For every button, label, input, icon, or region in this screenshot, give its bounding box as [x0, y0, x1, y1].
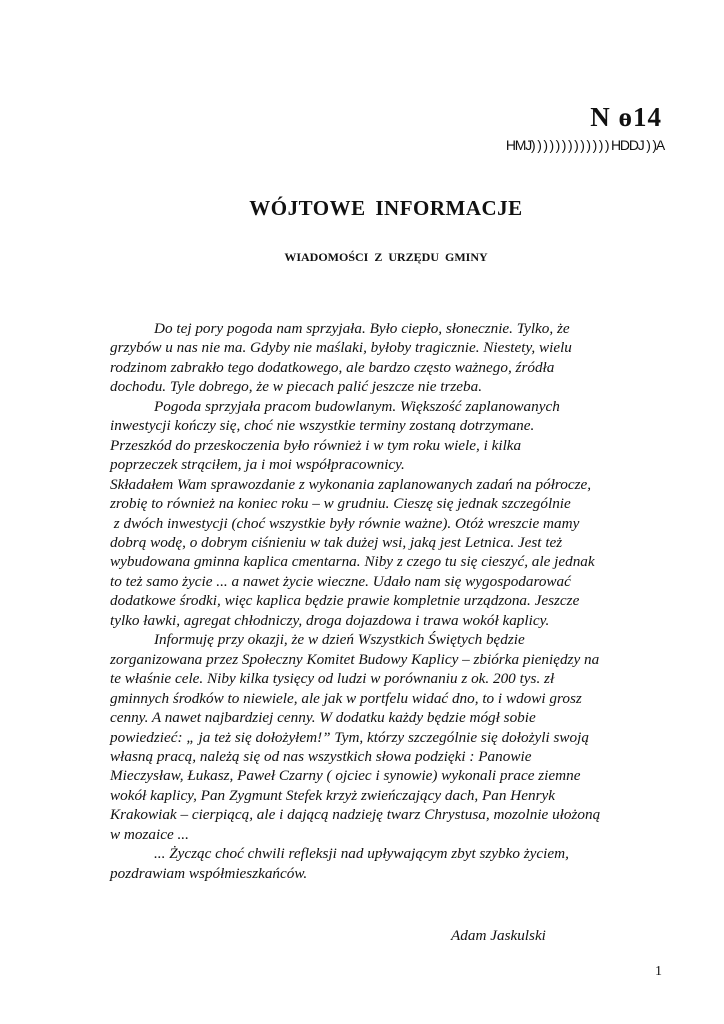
article-body: [110, 319, 670, 883]
author-signature: Adam Jaskulski: [451, 927, 546, 944]
body-line: Składałem Wam sprawozdanie z wykonania zaplanowanych zadań na półrocze,: [110, 475, 592, 493]
page-subtitle: WIADOMOŚCI Z URZĘDU GMINY: [284, 250, 488, 264]
body-line: ... Życząc choć chwili refleksji nad upływającym zbyt szybko życiem,: [154, 845, 569, 863]
body-line: rodzinom zabrakło tego dodatkowego, ale bardzo często ważnego, źródła: [110, 358, 555, 376]
body-line: Krakowiak – cierpiącą, ale i dającą nadzieję twarz Chrystusa, mozolnie ułożoną: [110, 806, 601, 824]
body-line: wybudowana gminna kaplica cmentarna. Niby z czego tu się cieszyć, ale jednak: [110, 553, 595, 571]
body-line: gminnych środków to niewiele, ale jak w portfelu widać dno, to i wdowi grosz: [110, 689, 582, 707]
body-line: dobrą wodę, o dobrym ciśnieniu w tak dużej wsi, jaką jest Letnica. Jest też: [110, 533, 563, 551]
body-line: Pogoda sprzyjała pracom budowlanym. Większość zaplanowanych: [154, 397, 560, 415]
body-line: pozdrawiam współmieszkańców.: [110, 864, 308, 882]
body-line: cenny. A nawet najbardziej cenny. W dodatku każdy będzie mógł sobie: [110, 709, 536, 727]
body-line: dochodu. Tyle dobrego, że w piecach palić jeszcze nie trzeba.: [110, 378, 483, 396]
page-number: 1: [655, 964, 662, 979]
body-line: własną pracą, należą się od nas wszystkich słowa podzięki : Panowie: [110, 747, 532, 765]
body-line: grzybów u nas nie ma. Gdyby nie maślaki, byłoby tragicznie. Niestety, wielu: [110, 339, 572, 357]
body-line: zrobię to również na koniec roku – w grudniu. Cieszę się jednak szczególnie: [110, 495, 571, 513]
body-line: z dwóch inwestycji (choć wszystkie były równie ważne). Otóż wreszcie mamy: [110, 514, 580, 532]
body-line: wokół kaplicy, Pan Zygmunt Stefek krzyż zwieńczający dach, Pan Henryk: [110, 786, 555, 804]
issue-number: N ө14: [590, 102, 662, 132]
body-line: to też samo życie ... a nawet życie wieczne. Udało nam się wygospodarować: [110, 572, 571, 590]
body-line: Do tej pory pogoda nam sprzyjała. Było ciepło, słonecznie. Tylko, że: [154, 320, 570, 337]
body-line: Informuję przy okazji, że w dzień Wszystkich Świętych będzie: [154, 631, 525, 649]
body-line: te właśnie cele. Niby kilka tysięcy od ludzi w porównaniu z ok. 200 tys. zł: [110, 670, 555, 688]
body-line: dodatkowe środki, więc kaplica będzie prawie kompletnie urządzona. Jeszcze: [110, 592, 580, 610]
body-line: inwestycji kończy się, choć nie wszystkie terminy zostaną dotrzymane.: [110, 417, 535, 435]
body-line: w mozaice ...: [110, 825, 189, 843]
body-line: Przeszkód do przeskoczenia było również i w tym roku wiele, i kilka: [110, 436, 522, 454]
body-line: Mieczysław, Łukasz, Paweł Czarny ( ojciec i synowie) wykonali prace ziemne: [110, 767, 581, 785]
body-line: tylko ławki, agregat chłodniczy, droga dojazdowa i trawa wokół kaplicy.: [110, 611, 550, 629]
body-line: zorganizowana przez Społeczny Komitet Budowy Kaplicy – zbiórka pieniędzy na: [110, 650, 600, 668]
page-title: WÓJTOWE INFORMACJE: [249, 196, 523, 220]
issue-subheader: HMJ) ) ) ) ) ) ) ) ) ) ) ) ) HDDJ ) )A: [505, 137, 664, 153]
body-line: powiedzieć: „ ja też się dołożyłem!” Tym, którzy szczególnie się dołożyli swoją: [110, 728, 589, 746]
body-line: poprzeczek strąciłem, ja i moi współpracownicy.: [110, 456, 405, 474]
